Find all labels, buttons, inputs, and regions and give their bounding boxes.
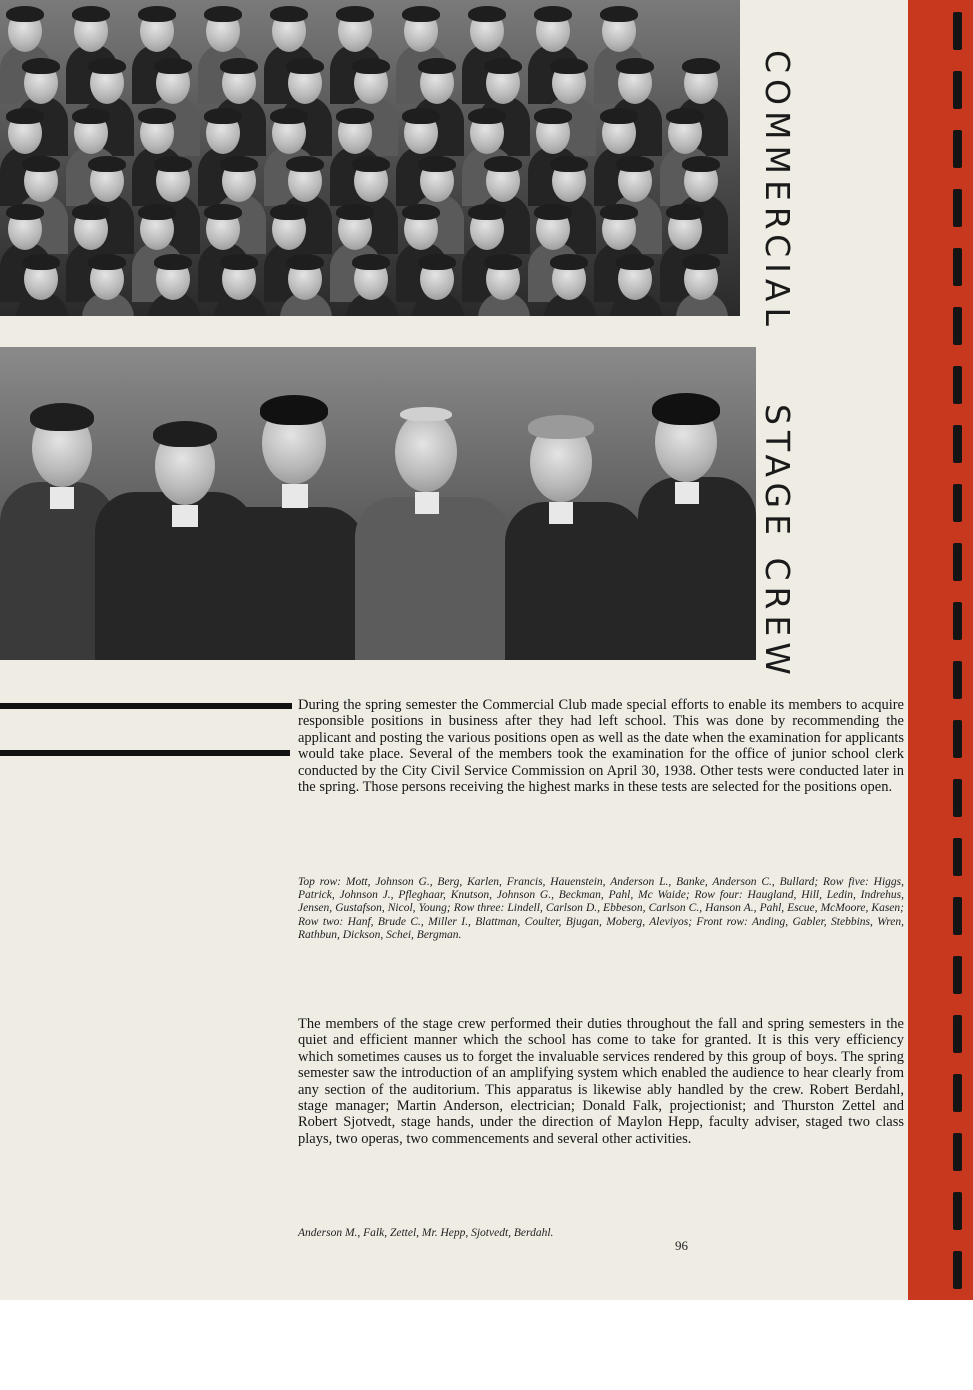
photo-person-hair: [352, 58, 390, 74]
binding-slot: [953, 71, 962, 109]
photo-person-hair: [6, 108, 44, 124]
photo-person-hair: [534, 108, 572, 124]
photo-person-hair: [600, 204, 638, 220]
binding-slot: [953, 661, 962, 699]
stage-crew-section-title: STAGE CREW: [758, 404, 797, 681]
binding-slot: [953, 366, 962, 404]
photo-person-hair: [22, 156, 60, 172]
photo-person-hair: [220, 254, 258, 270]
photo-person-hair: [550, 254, 588, 270]
photo-person-hair: [270, 108, 308, 124]
photo-person-hair: [220, 156, 258, 172]
stage-crew-group-photo: [0, 347, 756, 660]
photo-person-hair: [682, 254, 720, 270]
photo-person-hair: [352, 254, 390, 270]
binding-slot: [953, 1015, 962, 1053]
photo-person-hair: [418, 254, 456, 270]
photo-person-hair: [220, 58, 258, 74]
photo-person-hair: [468, 6, 506, 22]
stage-crew-paragraph: The members of the stage crew performed their duties throughout the fall and spring semesters in the quiet and efficient manner which the school has come to take for granted. It is this very efficiency which sometimes causes us to forget the invaluable services rendered by this group of boys. The spring semester saw the introduction of an amplifying system which enabled the audience to hear clearly from any section of the auditorium. This apparatus is likewise ably handled by the crew. Robert Berdahl, stage manager; Martin Anderson, electrician; Donald Falk, projectionist; and Thurston Zettel and Robert Sjotvedt, stage hands, under the direction of Maylon Hepp, faculty adviser, staged two class plays, two operas, two commencements and several other activities.: [298, 1016, 904, 1147]
photo-person-hair: [484, 254, 522, 270]
photo-person-hair: [534, 6, 572, 22]
binding-slot: [953, 779, 962, 817]
binding-slot: [953, 1251, 962, 1289]
commercial-club-caption: Top row: Mott, Johnson G., Berg, Karlen, Francis, Hauenstein, Anderson L., Banke, Anderson C., Bullard; Row five: Higgs, Patrick, Johnson J., Pfleghaar, Knutson, Johnson G., Beckman, Pahl, Mc Waide; Row four: Haugland, Hill, Ledin, Indrehus, Jensen, Gustafson, Nicol, Young; Row three: Lindell, Carlson D., Ebbeson, Carlson C., Hanson A., Pahl, Escue, McMoore, Kasen; Row two: Hanf, Brude C., Miller I., Blattman, Coulter, Bjugan, Moberg, Aleviyos; Front row: Anding, Gabler, Stebbins, Wren, Rathbun, Dickson, Schei, Bergman.: [298, 876, 904, 941]
photo-person-hair: [270, 204, 308, 220]
commercial-club-group-photo: [0, 0, 740, 316]
photo-person-hair: [6, 6, 44, 22]
photo-person-hair: [600, 108, 638, 124]
photo-person-hair: [154, 156, 192, 172]
binding-slot: [953, 897, 962, 935]
photo-person-hair: [682, 156, 720, 172]
photo-person-hair: [484, 58, 522, 74]
binding-slot: [953, 189, 962, 227]
photo-person-hair: [336, 6, 374, 22]
decorative-rule-bottom: [0, 750, 290, 756]
photo-person-hair: [138, 204, 176, 220]
binding-slot: [953, 248, 962, 286]
photo-person-hair: [88, 156, 126, 172]
photo-person-hair: [550, 156, 588, 172]
commercial-club-paragraph: During the spring semester the Commercial Club made special efforts to enable its members to acquire responsible positions in business after they had left school. This was done by recommending the applicant and posting the various positions open as well as the date when the examination for applicants would take place. Several of the members took the examination for the office of junior school clerk conducted by the City Civil Service Commission on April 30, 1938. Other tests were conducted later in the spring. Those persons receiving the highest marks in these tests are selected for the positions open.: [298, 697, 904, 796]
binding-slot: [953, 1192, 962, 1230]
binding-slot: [953, 543, 962, 581]
photo-person-hair: [550, 58, 588, 74]
spiral-binding-strip: [908, 0, 973, 1300]
photo-person-hair: [666, 204, 704, 220]
photo-person-hair: [6, 204, 44, 220]
photo-person-hair: [270, 6, 308, 22]
photo-person-hair: [616, 58, 654, 74]
photo-person-hair: [154, 58, 192, 74]
photo-person-hair: [616, 254, 654, 270]
photo-person-hair: [468, 204, 506, 220]
photo-person-hair: [72, 6, 110, 22]
photo-person-hair: [72, 108, 110, 124]
photo-person-hair: [286, 58, 324, 74]
binding-slot: [953, 425, 962, 463]
binding-slot: [953, 838, 962, 876]
photo-person-hair: [204, 204, 242, 220]
photo-person-hair: [138, 108, 176, 124]
commercial-section-title: COMMERCIAL: [758, 50, 797, 332]
photo-person-hair: [484, 156, 522, 172]
photo-person-hair: [402, 108, 440, 124]
binding-slot: [953, 1133, 962, 1171]
photo-person-hair: [418, 156, 456, 172]
photo-person-hair: [88, 58, 126, 74]
binding-slot: [953, 720, 962, 758]
binding-slot: [953, 484, 962, 522]
binding-slot: [953, 12, 962, 50]
photo-person-hair: [22, 254, 60, 270]
photo-person-hair: [402, 6, 440, 22]
photo-person-hair: [336, 204, 374, 220]
decorative-rule-top: [0, 703, 292, 709]
binding-slot: [953, 1074, 962, 1112]
photo-person-hair: [468, 108, 506, 124]
photo-person-hair: [336, 108, 374, 124]
photo-person-hair: [418, 58, 456, 74]
photo-person-hair: [616, 156, 654, 172]
photo-person-hair: [682, 58, 720, 74]
photo-person-hair: [204, 6, 242, 22]
photo-person-hair: [666, 108, 704, 124]
photo-person-hair: [534, 204, 572, 220]
photo-person-hair: [138, 6, 176, 22]
photo-person-hair: [286, 156, 324, 172]
photo-person-hair: [600, 6, 638, 22]
binding-slot: [953, 956, 962, 994]
photo-person-hair: [88, 254, 126, 270]
binding-slot: [953, 307, 962, 345]
binding-slot: [953, 130, 962, 168]
photo-person-hair: [204, 108, 242, 124]
page-number: 96: [675, 1238, 688, 1253]
photo-person-hair: [286, 254, 324, 270]
photo-person-hair: [154, 254, 192, 270]
photo-person-hair: [352, 156, 390, 172]
photo-person-hair: [22, 58, 60, 74]
stage-crew-caption: Anderson M., Falk, Zettel, Mr. Hepp, Sjotvedt, Berdahl.: [298, 1227, 554, 1239]
photo-person-hair: [72, 204, 110, 220]
binding-slot: [953, 602, 962, 640]
photo-person-hair: [402, 204, 440, 220]
